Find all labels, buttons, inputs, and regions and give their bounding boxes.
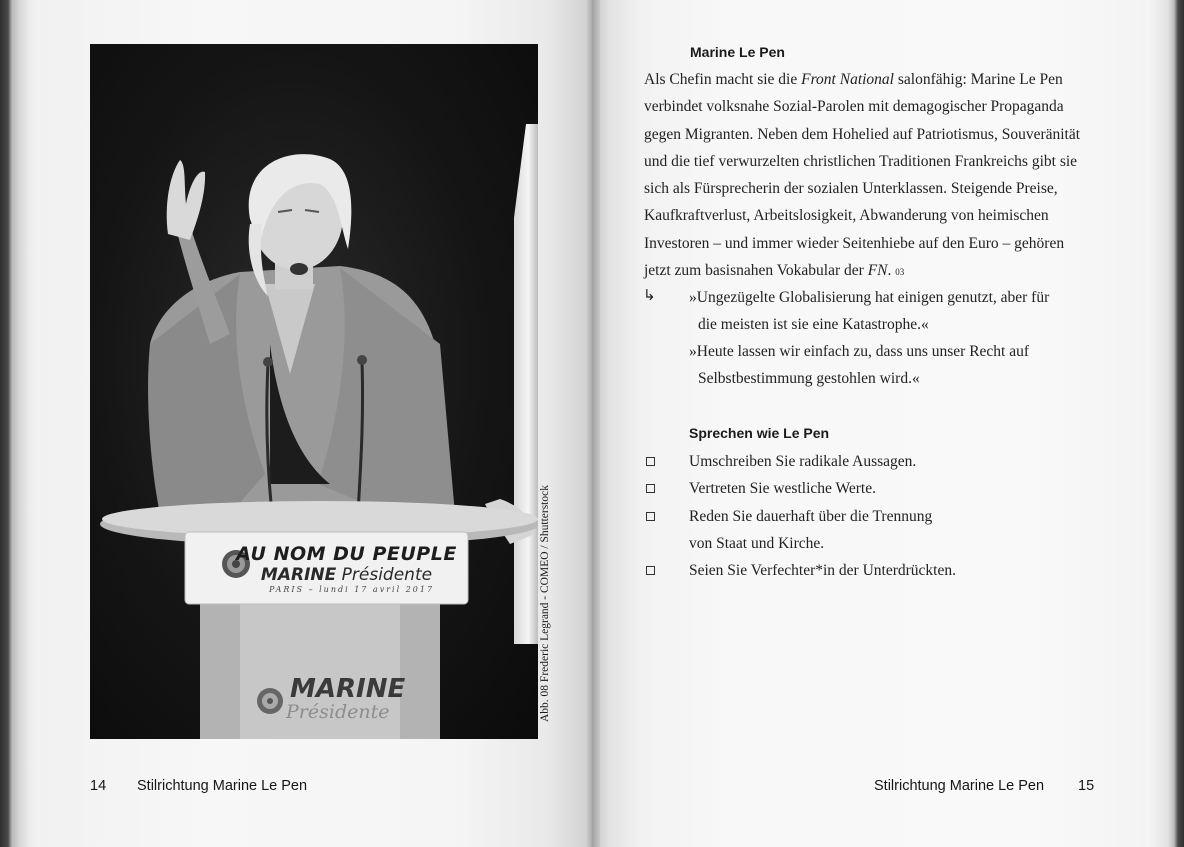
quote-2: »Heute lassen wir einfach zu, dass uns unser Recht auf Selbstbestimmung gestohlen wird.« xyxy=(689,343,1030,388)
checkbox-icon xyxy=(646,457,655,466)
quote-1: »Ungezügelte Globalisierung hat einigen genutzt, aber für die meisten ist sie eine Katastrophe.« xyxy=(689,289,1050,334)
paragraph-line: sich als Fürsprecherin der sozialen Unterklassen. Steigende Preise, xyxy=(644,180,1058,198)
paragraph-line: verbindet volksnahe Sozial-Parolen mit demagogischer Propaganda xyxy=(644,98,1064,116)
checkbox-icon xyxy=(646,566,655,575)
return-arrow-icon: ↳ xyxy=(643,286,656,304)
checkbox-icon xyxy=(646,484,655,493)
paragraph-line: gegen Migranten. Neben dem Hohelied auf Patriotismus, Souveränität xyxy=(644,125,1081,143)
checklist-item: Reden Sie dauerhaft über die Trennung xyxy=(689,508,933,525)
paragraph-line: jetzt zum basisnahen Vokabular der FN. 03 xyxy=(644,262,905,280)
checkbox-icon xyxy=(646,512,655,521)
page-number-left: 14 xyxy=(90,778,107,794)
sign-name: MARINE Présidente xyxy=(260,564,433,585)
speaker-photo xyxy=(90,44,538,739)
checklist-item: Vertreten Sie westliche Werte. xyxy=(689,480,876,497)
paragraph-line: Investoren – und immer wieder Seitenhiebe auf den Euro – gehören xyxy=(644,234,1065,252)
sign-slogan: AU NOM DU PEUPLE xyxy=(236,542,457,565)
book-gutter xyxy=(586,0,600,847)
photo-credit: Abb. 08 Frederic Legrand - COMEO / Shutterstock xyxy=(539,485,551,722)
logo-title: Présidente xyxy=(286,701,390,723)
checklist-item: Umschreiben Sie radikale Aussagen. xyxy=(689,453,917,470)
running-title-right: Stilrichtung Marine Le Pen xyxy=(874,778,1045,794)
page-number-right: 15 xyxy=(1078,778,1095,794)
checklist-item: Seien Sie Verfechter*in der Unterdrückten. xyxy=(689,562,956,579)
running-title-left: Stilrichtung Marine Le Pen xyxy=(137,778,308,794)
sign-date: PARIS – lundi 17 avril 2017 xyxy=(268,584,435,594)
body-paragraph xyxy=(644,66,1096,286)
footnote-ref: 03 xyxy=(895,267,905,278)
podium-sign xyxy=(185,532,468,604)
paragraph-line: Als Chefin macht sie die Front National salonfähig: Marine Le Pen xyxy=(644,71,1063,88)
logo-name: MARINE xyxy=(290,674,406,704)
checklist-item-continuation: von Staat und Kirche. xyxy=(689,535,825,552)
checklist-heading: Sprechen wie Le Pen xyxy=(689,425,830,441)
speaker-figure xyxy=(90,44,538,739)
podium-logo xyxy=(250,676,450,736)
section-heading: Marine Le Pen xyxy=(690,44,785,60)
paragraph-line: und die tief verwurzelten christlichen Traditionen Frankreichs gibt sie xyxy=(644,152,1078,170)
book-edge-right xyxy=(1146,0,1184,847)
paragraph-line: Kaufkraftverlust, Arbeitslosigkeit, Abwanderung von heimischen xyxy=(644,207,1049,225)
book-edge-left xyxy=(0,0,40,847)
